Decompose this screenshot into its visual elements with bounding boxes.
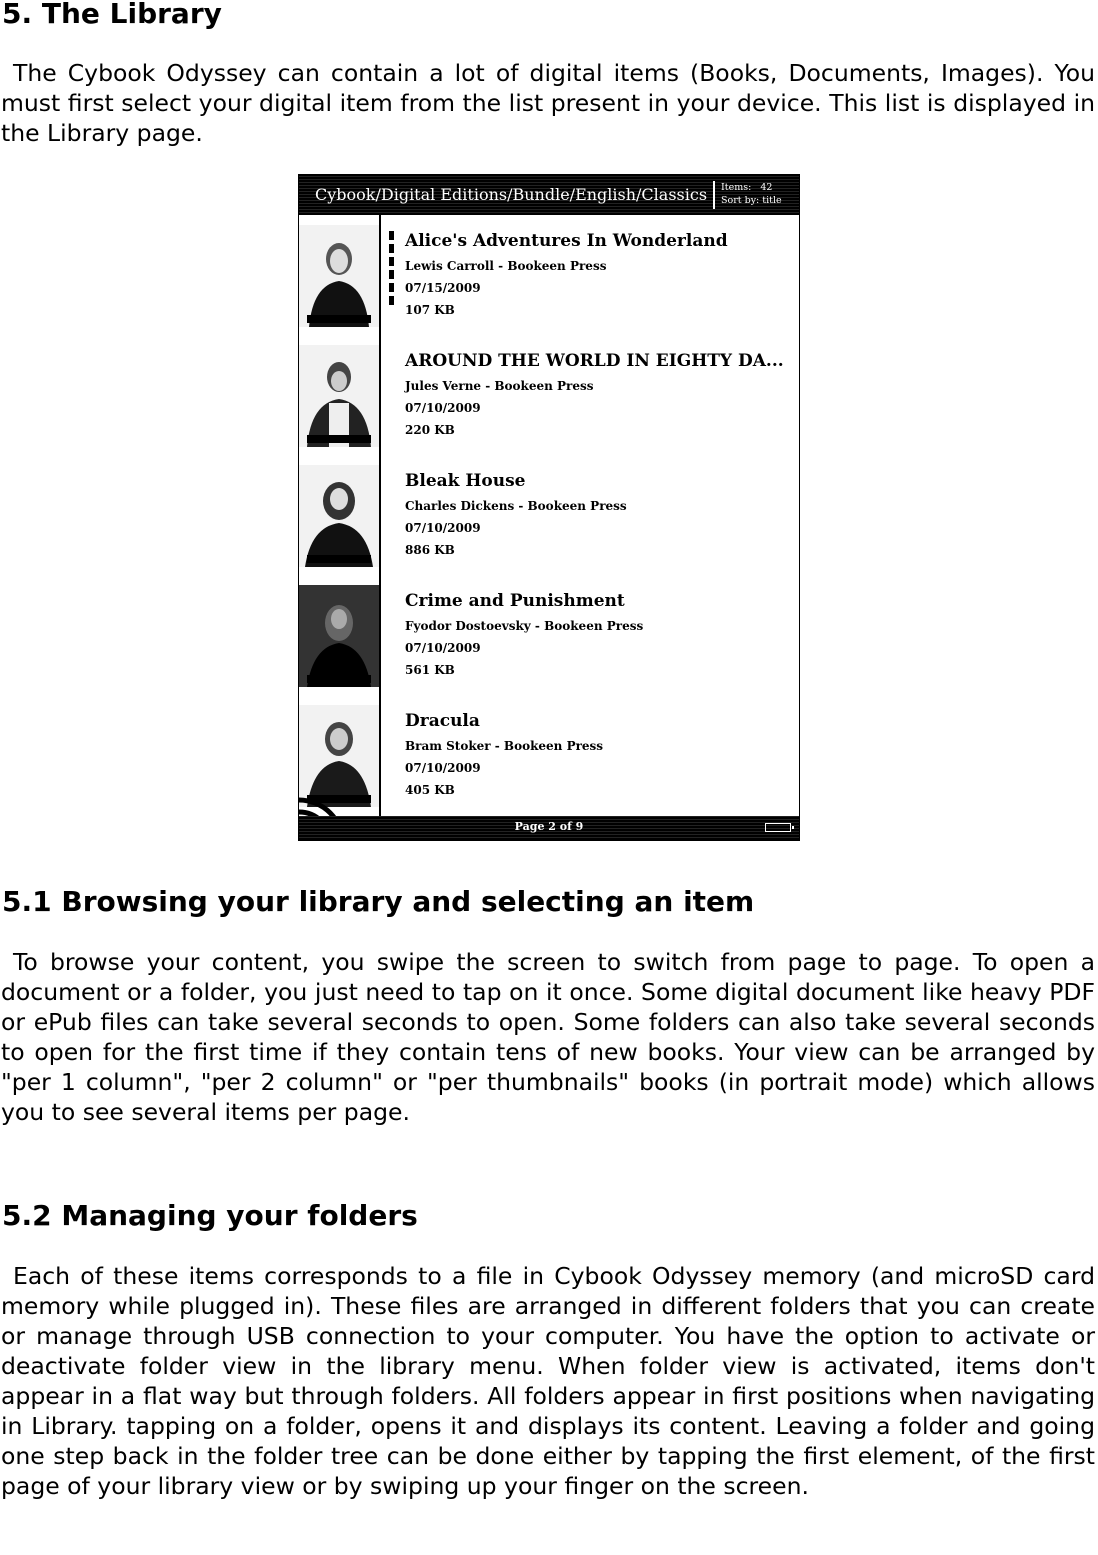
section-5-2-body: Each of these items corresponds to a file in Cybook Odyssey memory (and microSD card memory while plugged in). These files are arranged in different folders that you can create or manage through USB connection to your computer. You have the option to activate or deactivate folder view in the library menu. When folder view is activated, items don't appear in a flat way but through folders. All folders appear in first positions when navigating in Library. tapping on a folder, opens it and displays its content. Leaving a folder and going one step back in the folder tree can be done either by tapping the first element, of the first page of your library view or by swiping up your finger on the screen. — [1, 1262, 1095, 1500]
section-5-2-heading: 5.2 Managing your folders — [2, 1199, 418, 1232]
book-size: 220 KB — [405, 423, 455, 437]
book-item[interactable] — [299, 345, 799, 465]
breadcrumb: Cybook/Digital Editions/Bundle/English/Classics — [315, 185, 708, 204]
section-5-heading: 5. The Library — [2, 0, 222, 30]
header-divider — [713, 181, 715, 209]
items-count: 42 — [760, 182, 773, 193]
book-cover — [299, 225, 379, 327]
sort-label: Sort by: — [721, 195, 760, 206]
book-item[interactable] — [299, 225, 799, 345]
book-item[interactable] — [299, 585, 799, 705]
book-size: 405 KB — [405, 783, 455, 797]
book-date: 07/10/2009 — [405, 401, 481, 415]
book-title: Alice's Adventures In Wonderland — [405, 231, 728, 251]
book-item[interactable] — [299, 465, 799, 585]
battery-icon — [765, 823, 791, 832]
device-footer — [299, 816, 799, 840]
sort-value: title — [762, 195, 782, 206]
book-title: AROUND THE WORLD IN EIGHTY DA... — [405, 351, 784, 371]
book-size: 107 KB — [405, 303, 455, 317]
book-author: Jules Verne - Bookeen Press — [405, 379, 594, 393]
book-author: Charles Dickens - Bookeen Press — [405, 499, 627, 513]
book-author: Fyodor Dostoevsky - Bookeen Press — [405, 619, 644, 633]
book-author: Bram Stoker - Bookeen Press — [405, 739, 604, 753]
book-date: 07/15/2009 — [405, 281, 481, 295]
library-meta — [721, 181, 782, 207]
book-title: Bleak House — [405, 471, 526, 491]
items-label: Items: — [721, 182, 752, 193]
section-5-intro: The Cybook Odyssey can contain a lot of digital items (Books, Documents, Images). You must first select your digital item from the list present in your device. This list is displayed in the Library page. — [1, 59, 1095, 147]
library-screenshot — [298, 174, 800, 841]
book-date: 07/10/2009 — [405, 521, 481, 535]
page-indicator: Page 2 of 9 — [514, 820, 584, 833]
book-date: 07/10/2009 — [405, 641, 481, 655]
section-5-1-body: To browse your content, you swipe the screen to switch from page to page. To open a document or a folder, you just need to tap on it once. Some digital document like heavy PDF or ePub files can take several seconds to open. Some folders can also take several seconds to open for the first time if they contain tens of new books. Your view can be arranged by "per 1 column", "per 2 column" or "per thumbnails" books (in portrait mode) which allows you to see several items per page. — [1, 948, 1095, 1126]
section-5-1-heading: 5.1 Browsing your library and selecting an item — [2, 885, 755, 918]
book-size: 561 KB — [405, 663, 455, 677]
book-cover — [299, 345, 379, 447]
device-header — [299, 175, 799, 215]
book-date: 07/10/2009 — [405, 761, 481, 775]
book-item[interactable] — [299, 705, 799, 825]
book-title: Crime and Punishment — [405, 591, 625, 611]
book-author: Lewis Carroll - Bookeen Press — [405, 259, 607, 273]
book-cover — [299, 585, 379, 687]
book-title: Dracula — [405, 711, 480, 731]
book-size: 886 KB — [405, 543, 455, 557]
book-cover — [299, 465, 379, 567]
